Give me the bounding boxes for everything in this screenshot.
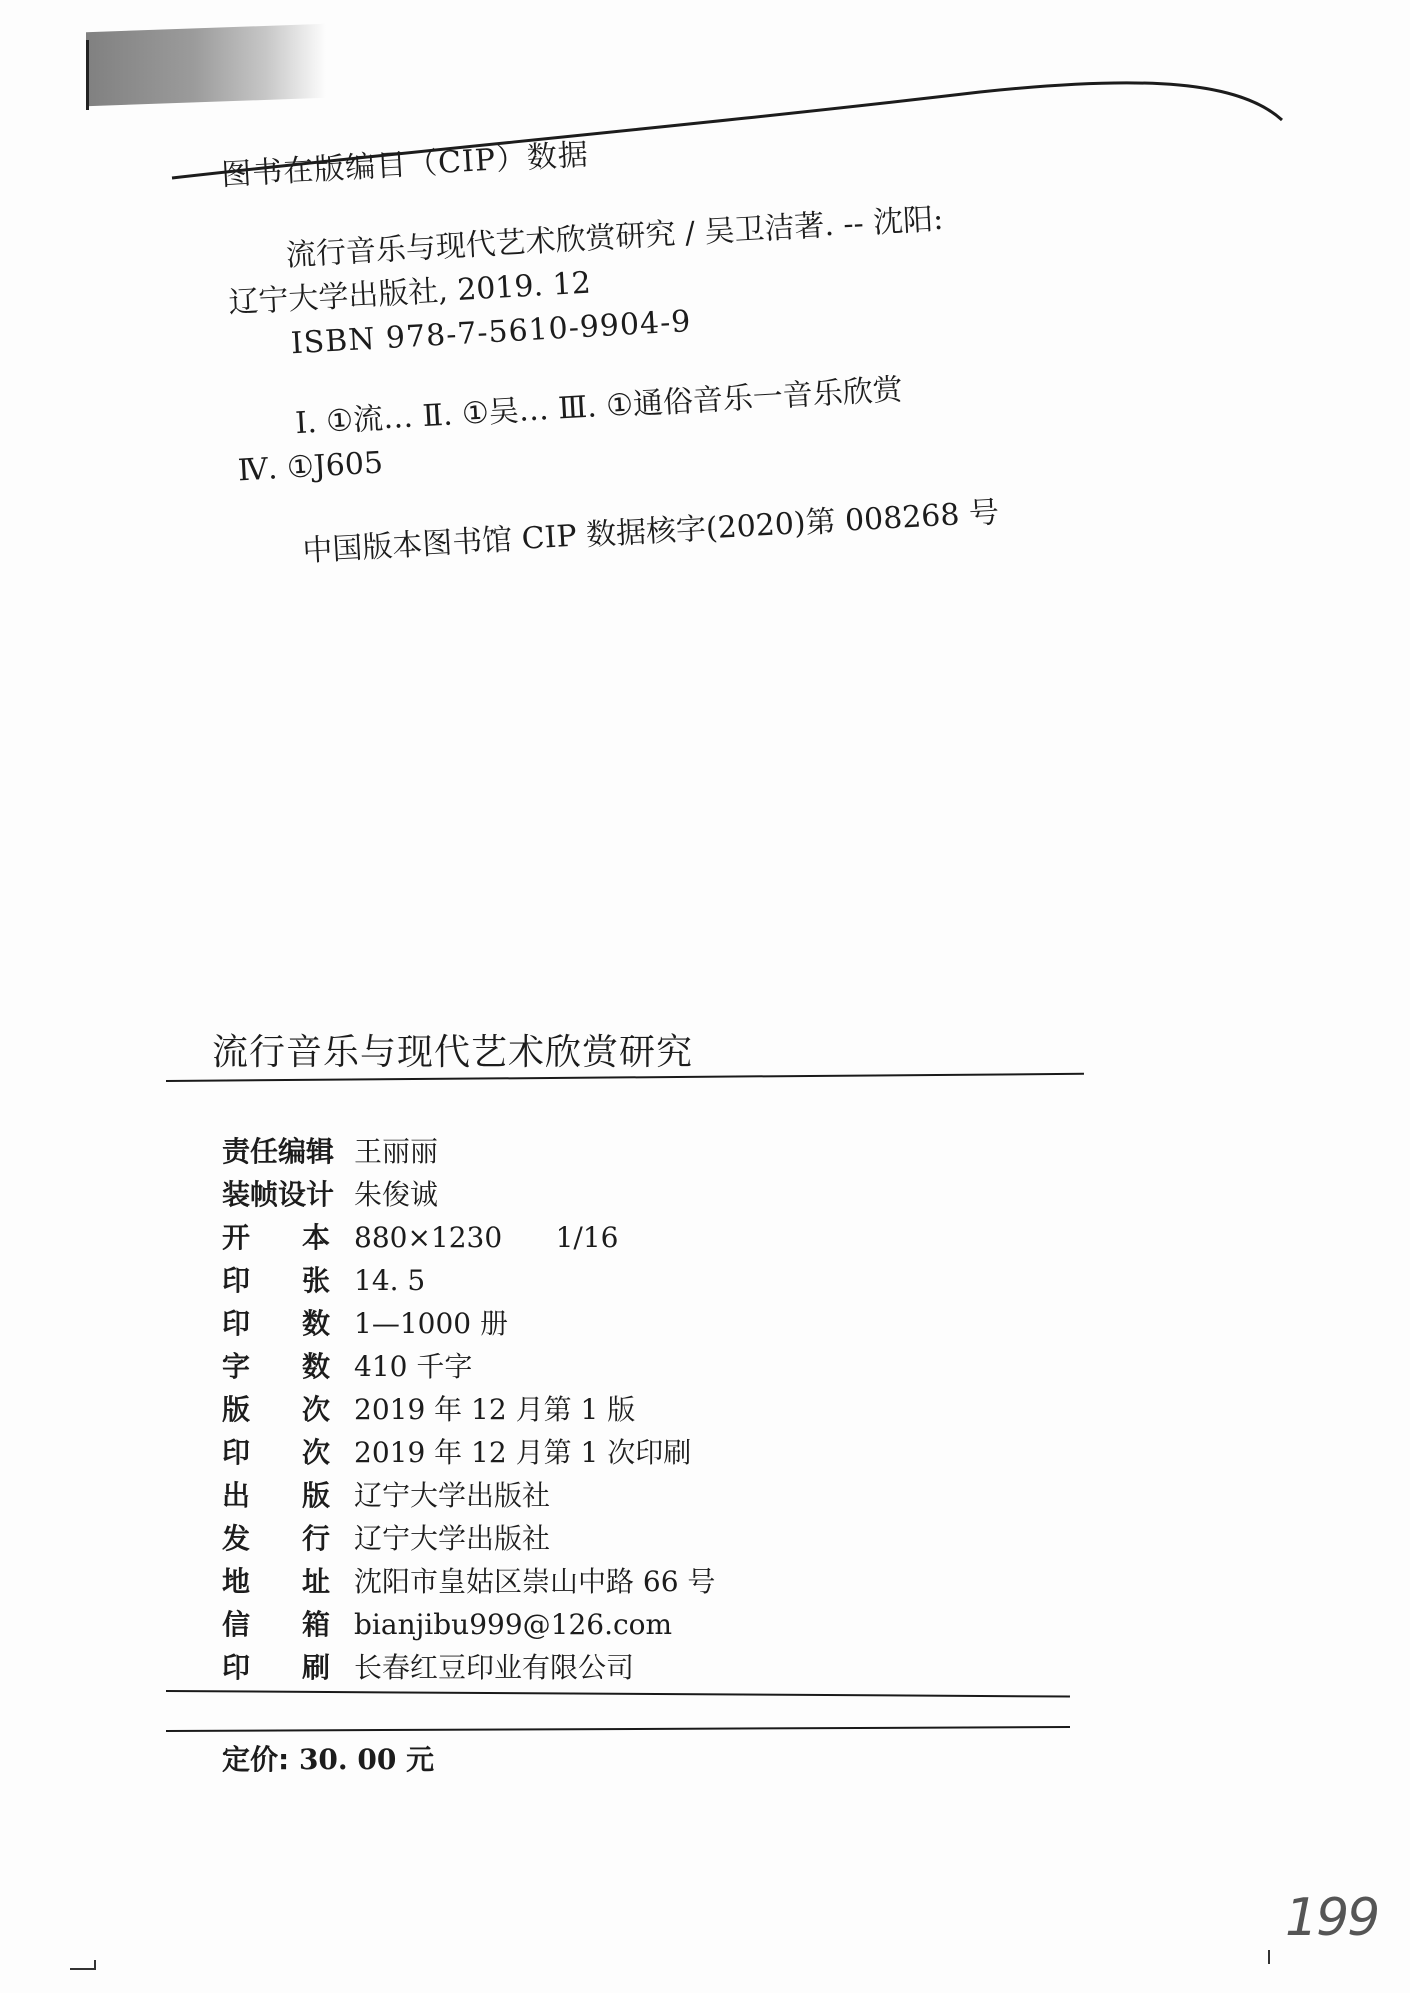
info-label-char: 设	[278, 1178, 307, 1211]
info-label-char: 数	[301, 1307, 330, 1340]
info-label-char: 行	[301, 1522, 330, 1555]
info-label-char: 字	[222, 1350, 251, 1383]
corner-mark	[94, 1960, 96, 1970]
info-label-char: 址	[301, 1565, 330, 1598]
info-row	[222, 1130, 982, 1173]
corner-mark	[70, 1968, 94, 1970]
info-label-char: 本	[301, 1221, 330, 1254]
info-label-char: 编	[278, 1135, 307, 1168]
info-label-char: 印	[222, 1651, 251, 1684]
info-row	[222, 1173, 982, 1216]
info-label-char: 刷	[301, 1651, 330, 1684]
info-label	[222, 1130, 335, 1170]
info-label-char: 箱	[301, 1608, 330, 1641]
info-label-char: 地	[222, 1565, 251, 1598]
cip-verify-line: 中国版本图书馆 CIP 数据核字(2020)第 008268 号	[301, 495, 1000, 569]
info-label-char: 版	[222, 1393, 251, 1426]
info-label-char: 次	[301, 1393, 330, 1426]
book-title: 流行音乐与现代艺术欣赏研究	[212, 1032, 694, 1073]
info-row	[222, 1259, 982, 1302]
corner-mark	[1268, 1950, 1270, 1964]
info-label-char: 次	[301, 1436, 330, 1469]
info-label-char: 信	[222, 1608, 251, 1641]
info-label	[222, 1216, 330, 1256]
info-label	[222, 1517, 330, 1557]
info-row	[222, 1517, 982, 1560]
info-label	[222, 1173, 335, 1213]
info-value: 1—1000 册	[354, 1307, 508, 1340]
cip-publisher-line: 辽宁大学出版社, 2019. 12	[227, 265, 592, 321]
info-label	[222, 1603, 330, 1643]
info-label	[222, 1259, 330, 1299]
cip-block	[220, 104, 1063, 577]
info-label	[222, 1646, 330, 1686]
info-value: 辽宁大学出版社	[354, 1479, 551, 1512]
info-value: 王丽丽	[354, 1135, 439, 1168]
info-value: 辽宁大学出版社	[354, 1522, 551, 1555]
handwritten-page-number: 199	[1285, 1888, 1379, 1948]
info-row	[222, 1388, 982, 1431]
info-value: 朱俊诚	[354, 1178, 439, 1211]
info-label	[222, 1388, 330, 1428]
info-row	[222, 1603, 982, 1646]
info-label-char: 印	[222, 1264, 251, 1297]
info-row	[222, 1345, 982, 1388]
info-value: 沈阳市皇姑区崇山中路 66 号	[354, 1565, 716, 1598]
info-value: 2019 年 12 月第 1 版	[354, 1393, 636, 1426]
info-label-char: 任	[250, 1135, 279, 1168]
info-value: bianjibu999@126.com	[354, 1608, 673, 1641]
info-value: 880×1230 1/16	[354, 1221, 619, 1254]
info-label-char: 帧	[250, 1178, 279, 1211]
info-label-char: 计	[306, 1178, 335, 1211]
info-value: 14. 5	[354, 1264, 426, 1297]
info-label-char: 责	[222, 1135, 251, 1168]
cip-heading: 图书在版编目（CIP）数据	[220, 137, 590, 193]
info-label-char: 出	[222, 1479, 251, 1512]
publication-info-table	[222, 1130, 982, 1689]
price-value: 30. 00 元	[298, 1743, 435, 1776]
price	[222, 1738, 434, 1778]
cip-isbn-line: ISBN 978-7-5610-9904-9	[289, 303, 693, 362]
info-label	[222, 1560, 330, 1600]
cip-class-line: Ⅳ. ①J605	[236, 445, 384, 489]
price-label: 定价:	[222, 1743, 290, 1776]
info-label	[222, 1302, 330, 1342]
cip-title-line: 流行音乐与现代艺术欣赏研究 / 吴卫洁著. -- 沈阳:	[285, 201, 945, 274]
info-label-char: 印	[222, 1307, 251, 1340]
info-label-char: 版	[301, 1479, 330, 1512]
info-label-char: 开	[222, 1221, 251, 1254]
info-row	[222, 1302, 982, 1345]
info-label-char: 数	[301, 1350, 330, 1383]
info-value: 410 千字	[354, 1350, 473, 1383]
info-label	[222, 1345, 330, 1385]
info-row	[222, 1474, 982, 1517]
info-label-char: 印	[222, 1436, 251, 1469]
cip-subject-line: Ⅰ. ①流… Ⅱ. ①吴… Ⅲ. ①通俗音乐一音乐欣赏	[294, 372, 904, 442]
info-row	[222, 1646, 982, 1689]
info-label-char: 装	[222, 1178, 251, 1211]
info-value: 2019 年 12 月第 1 次印刷	[354, 1436, 692, 1469]
price-rule	[166, 1726, 1070, 1732]
info-row	[222, 1431, 982, 1474]
info-label	[222, 1474, 330, 1514]
info-row	[222, 1216, 982, 1259]
info-label-char: 发	[222, 1522, 251, 1555]
info-value: 长春红豆印业有限公司	[354, 1651, 635, 1684]
info-label	[222, 1431, 330, 1471]
info-bottom-rule	[166, 1690, 1070, 1698]
info-label-char: 辑	[306, 1135, 335, 1168]
info-label-char: 张	[301, 1264, 330, 1297]
info-row	[222, 1560, 982, 1603]
